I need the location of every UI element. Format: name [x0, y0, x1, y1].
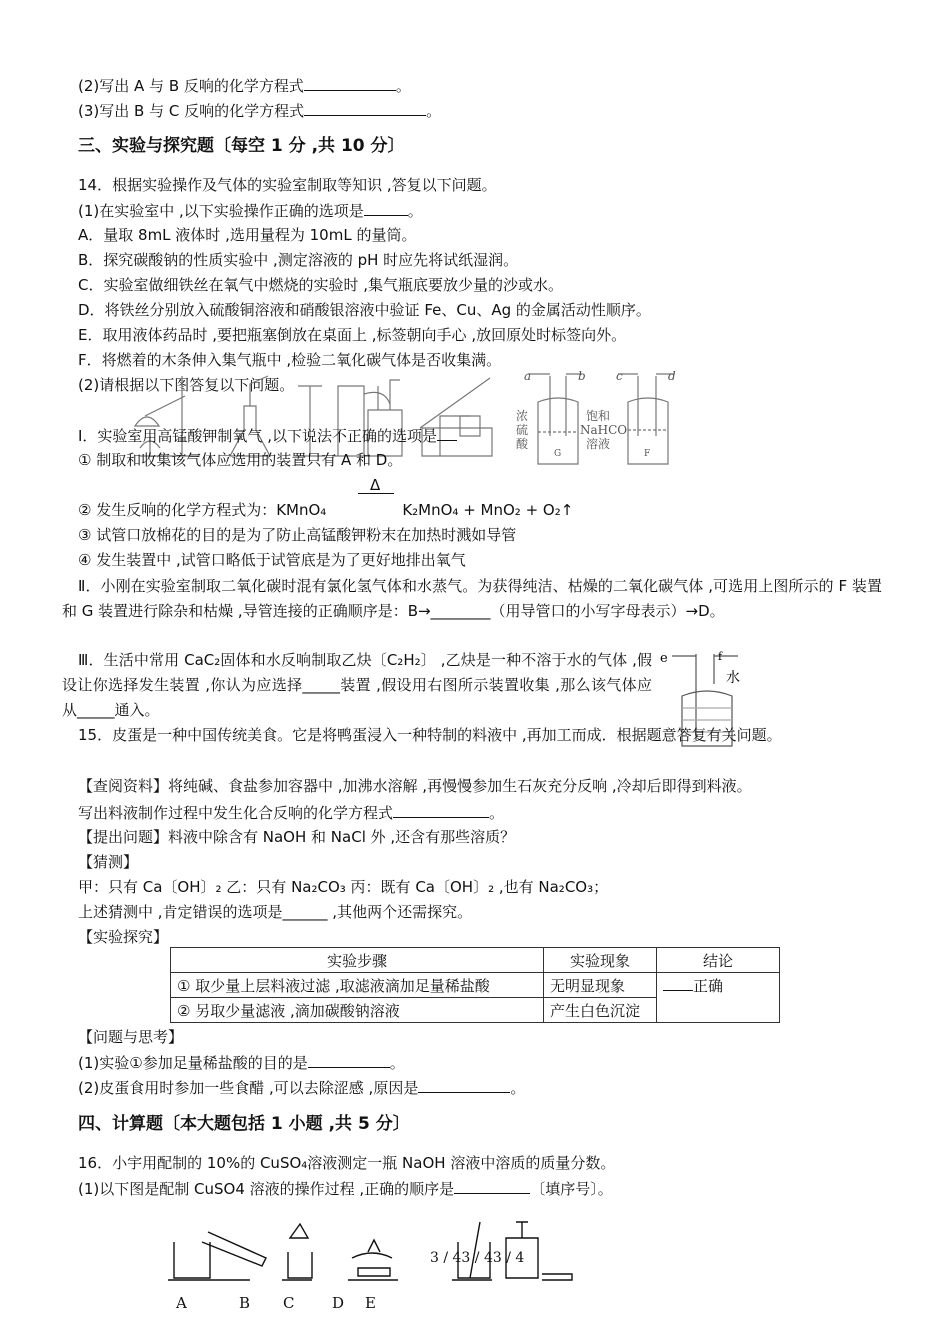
q13-line-2: (2)写出 A 与 B 反响的化学方程式 。 [78, 74, 411, 97]
q14-i-1: ① 制取和收集该气体应选用的装置只有 A 和 D。 [78, 451, 403, 469]
q15-question: 【提出问题】料液中除含有 NaOH 和 NaCl 外 ,还含有那些溶质？ [78, 828, 516, 846]
q13-line-3: (3)写出 B 与 C 反响的化学方程式 。 [78, 99, 441, 122]
q16-intro: 16．小宇用配制的 10%的 CuSO₄溶液测定一瓶 NaOH 溶液中溶质的质量分数。 [78, 1154, 616, 1172]
label-e: e [660, 651, 668, 666]
q14-option-b: B．探究碳酸钠的性质实验中 ,测定溶液的 pH 时应先将试纸湿润。 [78, 251, 519, 269]
q16-part-1: (1)以下图是配制 CuSO4 溶液的操作过程 ,正确的顺序是 〔填序号〕。 [78, 1177, 613, 1200]
q15-think-2: (2)皮蛋食用时参加一些食醋 ,可以去除涩感 ,原因是 。 [78, 1076, 525, 1099]
caption-b: B [239, 1294, 251, 1312]
table-cell: ② 另取少量滤液 ,滴加碳酸钠溶液 [171, 998, 544, 1023]
table-row [171, 973, 780, 998]
table-header: 实验步骤 [171, 948, 544, 973]
svg-text:硫: 硫 [516, 423, 529, 437]
q14-option-a: A．量取 8mL 液体时 ,选用量程为 10mL 的量筒。 [78, 226, 417, 244]
label-nahco3: 饱和 [586, 409, 611, 423]
table-cell: ① 取少量上层料液过滤 ,取滤液滴加足量稀盐酸 [171, 973, 544, 998]
label-b: b [578, 369, 586, 383]
q15-info: 【查阅资料】将纯碱、食盐参加容器中 ,加沸水溶解 ,再慢慢参加生石灰充分反响 ,冷却后即得到料液。 [78, 777, 752, 795]
q14-i-3: ③ 试管口放棉花的目的是为了防止高锰酸钾粉末在加热时溅如导管 [78, 526, 517, 544]
q14-part-2: (2)请根据以下图答复以下问题。 [78, 376, 295, 394]
svg-text:NaHCO: NaHCO [580, 423, 628, 437]
q15-equation: 写出料液制作过程中发生化合反响的化学方程式 。 [78, 801, 504, 824]
label-g: G [554, 449, 562, 459]
caption-d: D [332, 1294, 345, 1312]
label-a: a [524, 369, 532, 383]
section-4-title: 四、计算题〔本大题包括 1 小题 ,共 5 分〕 [78, 1114, 410, 1134]
q15-intro: 15．皮蛋是一种中国传统美食。它是将鸭蛋浸入一种特制的料液中 ,再加工而成．根据题意答复有关问题。 [78, 726, 782, 744]
q14-option-f: F．将燃着的木条伸入集气瓶中 ,检验二氧化碳气体是否收集满。 [78, 351, 502, 369]
label-conc-h2so4: 浓 [516, 409, 529, 423]
q14-part-1: (1)在实验室中 ,以下实验操作正确的选项是 。 [78, 199, 423, 222]
q14-option-c: C．实验室做细铁丝在氧气中燃烧的实验时 ,集气瓶底要放少量的沙或水。 [78, 276, 564, 294]
q15-think-1: (1)实验①参加足量稀盐酸的目的是 。 [78, 1051, 405, 1074]
table-header-row [171, 948, 780, 973]
q14-i-4: ④ 发生装置中 ,试管口略低于试管底是为了更好地排出氧气 [78, 551, 466, 569]
table-header: 实验现象 [544, 948, 657, 973]
q14-option-e: E．取用液体药品时 ,要把瓶塞倒放在桌面上 ,标签朝向手心 ,放回原处时标签向外。 [78, 326, 627, 344]
q14-i-title: Ⅰ．实验室用高锰酸钾制氧气 ,以下说法不正确的选项是 [78, 424, 457, 447]
table-cell-conclusion: 正确 [657, 973, 780, 1023]
q15-guess-2: 上述猜测中 ,肯定错误的选项是______ ,其他两个还需探究。 [78, 903, 473, 921]
label-f: F [644, 449, 651, 459]
q15-think: 【问题与思考】 [78, 1028, 184, 1046]
q15-explore: 【实验探究】 [78, 928, 169, 946]
label-d: d [668, 369, 676, 383]
q14-iii: Ⅲ．生活中常用 CaC₂固体和水反响制取乙炔〔C₂H₂〕 ,乙炔是一种不溶于水的气体 ,假设让你选择发生装置 ,你认为应选择_____装置 ,假设用右图所示装置收集 ,那么该气体应从_____通入。 [62, 651, 652, 719]
table-header: 结论 [657, 948, 780, 973]
q15-guess: 甲：只有 Ca〔OH〕₂ 乙：只有 Na₂CO₃ 丙：既有 Ca〔OH〕₂ ,也有 Na₂CO₃； [78, 878, 609, 896]
table-cell: 产生白色沉淀 [544, 998, 657, 1023]
experiment-table [170, 947, 780, 1023]
svg-text:酸: 酸 [516, 437, 529, 451]
q14-ii: Ⅱ．小刚在实验室制取二氧化碳时混有氯化氢气体和水蒸气。为获得纯洁、枯燥的二氧化碳气体 ,可选用上图所示的 F 装置和 G 装置进行除杂和枯燥 ,导管连接的正确顺序是：B→________（用导管口的小写字母表示）→D。 [62, 577, 882, 620]
preparation-figure [162, 1212, 582, 1286]
label-water: 水 [726, 670, 740, 686]
label-f-port: f [718, 650, 723, 663]
label-c: c [616, 369, 623, 383]
caption-e: E [365, 1294, 376, 1312]
reaction-heat-symbol: Δ [370, 476, 381, 494]
page-number: 3 / 43 / 43 / 4 [430, 1250, 525, 1266]
reaction-arrow-line [358, 493, 394, 494]
q15-guess-title: 【猜测】 [78, 853, 139, 871]
section-3-title: 三、实验与探究题〔每空 1 分 ,共 10 分〕 [78, 136, 405, 156]
q14-option-d: D．将铁丝分别放入硫酸铜溶液和硝酸银溶液中验证 Fe、Cu、Ag 的金属活动性顺序。 [78, 301, 651, 319]
caption-a: A [176, 1294, 187, 1312]
q14-i-2: ② 发生反响的化学方程式为：KMnO₄ K₂MnO₄ + MnO₂ + O₂↑ [78, 501, 574, 519]
table-cell: 无明显现象 [544, 973, 657, 998]
caption-c: C [283, 1294, 295, 1312]
svg-text:溶液: 溶液 [586, 437, 611, 451]
q14-intro: 14．根据实验操作及气体的实验室制取等知识 ,答复以下问题。 [78, 176, 497, 194]
